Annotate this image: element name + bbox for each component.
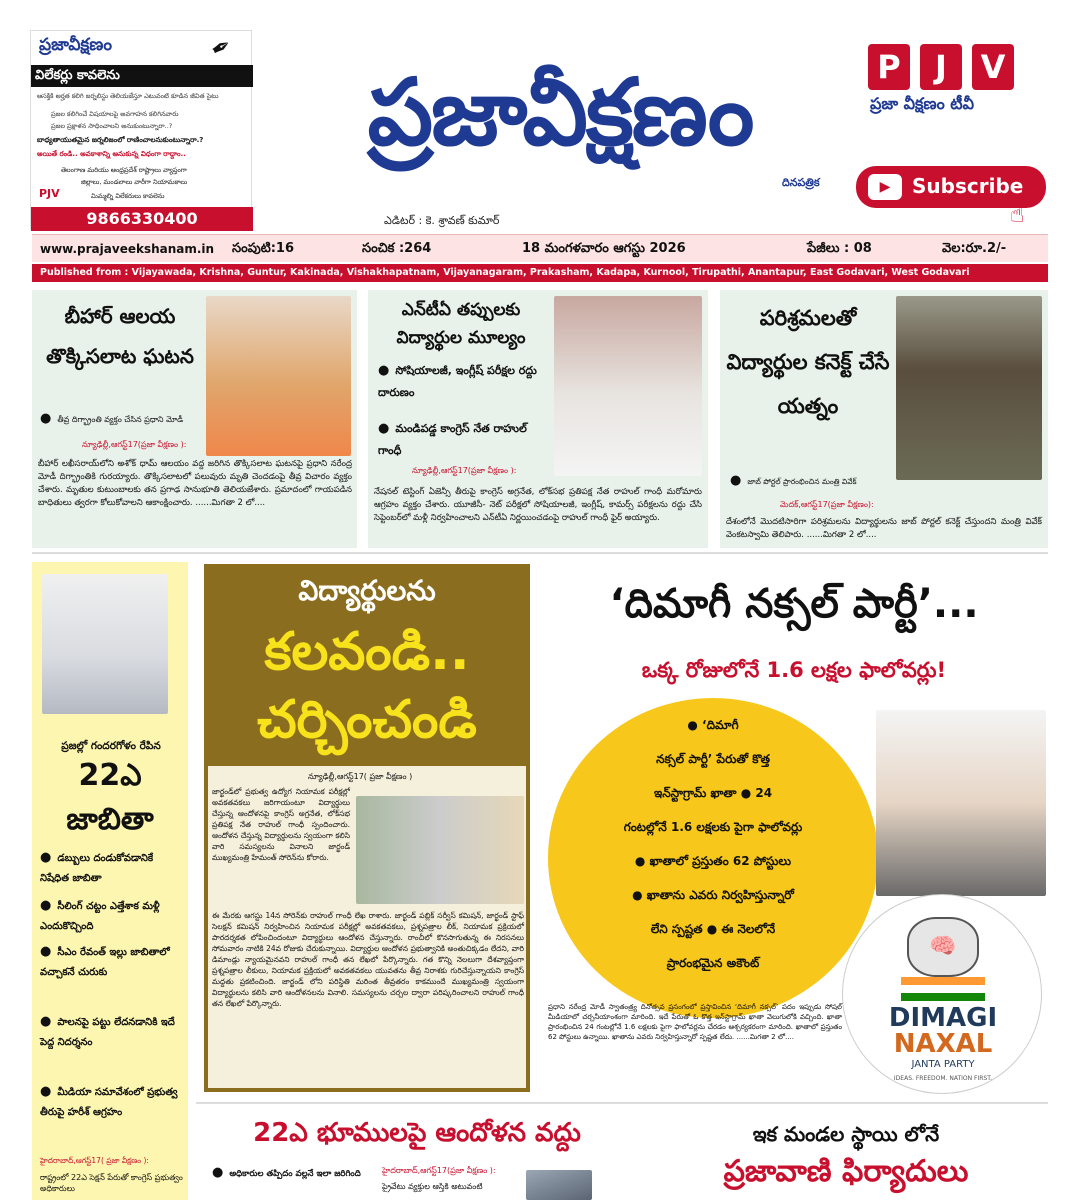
official-photo [526, 1170, 592, 1200]
harish-photo [42, 574, 168, 714]
body-top: జార్ఖండ్‌లో ప్రభుత్వ ఉద్యోగ నియామక పరీక్షల్లో అవకతవకలు జరిగాయంటూ విద్యార్థులు చేస్తున్న ఆందోళనపై కాంగ్రెస్ అగ్రనేత, లోక్‌సభ ప్రతిపక్ష నేత రాహుల్ గాంధీ స్పందించారు. ఆందోళన చేస్తున్న విద్యార్థులను స్వయంగా కలిసి వారి సమస్యలను వినాలని జార్ఖండ్ ముఖ్యమంత్రి హేమంత్ సోరెన్‌ను కోరారు. [212, 787, 350, 862]
circle-line: ● ఖాతాను ఎవరు నిర్వహిస్తున్నారో [632, 888, 794, 902]
logo-line1: DIMAGI [888, 1003, 998, 1033]
volume: సంపుటి:16 [232, 241, 295, 256]
ad-line: ఆసక్తికి అర్హత కలిగి జర్నలిస్టు తెలియజేస్తూ ఎటువంటి కూడిన జీవిత సైటు [37, 92, 219, 100]
story-22a-list [32, 562, 188, 1200]
bullet: ● తీవ్ర దిగ్భ్రాంతి వ్యక్తం చేసిన ప్రధాని మోడీ [40, 414, 205, 425]
issue: సంచిక :264 [362, 241, 432, 256]
ad-line: జిల్లాలు, మండలాలు వారీగా నియామకాలు [81, 178, 188, 186]
pjv-letter: V [972, 44, 1014, 90]
subscribe-label: Subscribe [912, 174, 1024, 198]
ad-line: మిమ్మల్ని విలేకరులు కావలెను [91, 192, 165, 200]
circle-line: ఇన్‌స్టాగ్రామ్ ఖాతా ● 24 [653, 786, 773, 800]
story-bihar [32, 290, 357, 548]
bullet: ● సీలింగ్ చట్టం ఎత్తేశాక మళ్లీ ఎందుకొచ్చింది [40, 896, 180, 937]
website-link[interactable]: www.prajaveekshanam.in [40, 242, 215, 256]
headline-line1: విద్యార్థులను [298, 574, 436, 607]
masthead-title: ప్రజావీక్షణం [367, 59, 753, 166]
section-divider [196, 1102, 1048, 1104]
dateline: హైదరాబాద్,ఆగస్ట్17(ప్రజా వీక్షణం ): [382, 1166, 496, 1175]
story-22a-lands [196, 1108, 638, 1200]
bullet: ● పాలనపై పట్టు లేదనడానికి ఇదే పెద్ద నిదర్శనం [40, 1012, 180, 1053]
body: ప్రైవేటు వ్యక్తుల ఆస్తికి అటువంటి [382, 1182, 483, 1191]
published-from: Published from : Vijayawada, Krishna, Guntur, Kakinada, Vishakhapatnam, Vijayanagaram, Prakasham, Kadapa, Kurnool, Tirupathi, Anantapur, East Godavari, West Godavari [32, 264, 1048, 282]
dateline: న్యూఢిల్లీ,ఆగస్ట్17( ప్రజా వీక్షణం ) [308, 772, 413, 781]
dateline: న్యూఢిల్లీ,ఆగస్ట్17(ప్రజా వీక్షణం ): [82, 440, 187, 449]
tricolor-bandana [901, 977, 985, 1001]
logo-tagline: IDEAS. FREEDOM. NATION FIRST. [893, 1075, 993, 1082]
logo-line2: NAXAL [893, 1029, 993, 1059]
story-dimagi-naxal [540, 562, 1048, 1092]
bullet: ● డబ్బులు దండుకోవడానికే నిషేధిత జాబితా [40, 848, 180, 889]
headline-line2: కలవండి.. [264, 622, 470, 682]
page-count: పేజీలు : 08 [807, 241, 872, 256]
ad-logo: PJV [39, 187, 60, 200]
section-divider [32, 552, 1048, 554]
youtube-icon: ▶ [868, 174, 902, 200]
ad-line: ప్రజల ప్రక్షాళన సాధించాలని అనుకుంటున్నారా..? [51, 122, 173, 130]
body: ప్రధాని నరేంద్ర మోడీ స్వాతంత్ర్య దినోత్సవ ప్రసంగంలో ప్రస్తావించిన ‘దిమాగీ నక్సల్’ పదం ఇప్పుడు సోషల్ మీడియాలో చర్చనీయాంశంగా మారింది. ఇదే పేరుతో ఓ కొత్త ఇన్‌స్టాగ్రామ్ ఖాతా వెలుగులోకి వచ్చింది. ఖాతా ప్రారంభించిన 24 గంటల్లోనే 1.6 లక్షలకు పైగా ఫాలోవర్లను చేరడం ఆశ్చర్యకరంగా మారింది. ఖాతాలో ప్రస్తుతం 62 పోస్టులు ఉన్నాయి. ఖాతాను ఎవరు నిర్వహిస్తున్నారో స్పష్టత లేదు. ......మిగతా 2 లో.... [548, 1003, 842, 1041]
headline-line2: జాబితా [66, 802, 154, 837]
headline-line1: 22ఎ [78, 758, 142, 793]
masthead-subtitle: దినపత్రిక [782, 176, 820, 189]
bullet: ● మండిపడ్డ కాంగ్రెస్ నేత రాహుల్ గాంధీ [378, 418, 548, 462]
ad-title: విలేకర్లు కావలెను [31, 65, 253, 87]
info-bar [32, 234, 1048, 262]
headline: పరిశ్రమలతో విద్యార్థుల కనెక్ట్ చేసే యత్నం [726, 306, 890, 418]
bullet: ● సీఎం రేవంత్ ఇల్లు జాబితాలో వచ్చాకనే చురుకు [40, 942, 180, 983]
modi-photo [876, 710, 1046, 896]
pointer-hand-icon: ☝ [1010, 200, 1025, 228]
recruitment-ad [30, 30, 252, 230]
dateline: హైదరాబాద్,ఆగస్ట్17( ప్రజా వీక్షణం ): [40, 1156, 149, 1165]
price: వెల:రూ.2/- [942, 241, 1007, 256]
pjv-letter: P [868, 44, 910, 90]
ad-brand: ప్రజావీక్షణం [39, 35, 112, 55]
circle-line: ● ఖాతాలో ప్రస్తుతం 62 పోస్టులు [634, 854, 792, 868]
kicker: ప్రజల్లో గందరగోళం రేపిన [61, 740, 161, 752]
pen-icon: ✒ [205, 30, 237, 65]
circle-line: గంటల్లోనే 1.6 లక్షలకు పైగా ఫాలోవర్లు [623, 820, 803, 834]
ad-phone: 9866330400 [31, 207, 253, 231]
pjv-name: ప్రజా వీక్షణం టీవీ [870, 94, 975, 113]
issue-date: 18 మంగళవారం ఆగస్టు 2026 [522, 241, 686, 256]
ad-line: బాధ్యతాయుతమైన జర్నలిజంలో రాణించాలనుకుంటున్నారా.? [37, 136, 204, 144]
dateline: మెదక్,ఆగస్ట్17(ప్రజా వీక్షణం): [780, 500, 874, 509]
masthead-editor: ఎడిటర్ : కె. శ్రావణ్ కుమార్ [384, 214, 500, 227]
circle-line: ప్రారంభమైన అకౌంట్ [666, 956, 760, 970]
circle-line: లేని స్పష్టత ● ఈ నెలలోనే [650, 922, 776, 936]
ad-line: ప్రజల కలిగించే విషయాలపై అవగాహన కలిగినవారు [51, 110, 179, 118]
headline: ఎన్‌టీఏ తప్పులకు విద్యార్థుల మూల్యం [396, 300, 526, 348]
story-nta [368, 290, 708, 548]
headline-line1: ఇక మండల స్థాయి లోనే [752, 1122, 940, 1146]
headline: 22ఎ భూములపై ఆందోళన వద్దు [253, 1118, 581, 1148]
story-job-portal [720, 290, 1048, 548]
ad-line: తెలంగాణ మరియు ఆంధ్రప్రదేశ్ రాష్ట్రాలు వ్యాప్తంగా [61, 166, 187, 174]
headline: బీహార్ ఆలయ తొక్కిసలాట ఘటన [46, 304, 194, 368]
headline-line3: చర్చించండి [257, 690, 477, 750]
dateline: న్యూఢిల్లీ,ఆగస్ట్17(ప్రజా వీక్షణం ): [412, 466, 517, 475]
body: రాష్ట్రంలో 22ఎ సెక్షన్ పేరుతో కాంగ్రెస్ ప్రభుత్వం అధికారులు [40, 1173, 183, 1193]
ad-line: అయితే రండి.. అవకాశాన్ని అనుకున్న విధంగా రాద్దాం.. [37, 150, 186, 158]
bullet: ● అధికారుల తప్పిదం వల్లనే ఇలా జరిగింది [212, 1166, 362, 1181]
bullet: ● మీడియా సమావేశంలో ప్రభుత్వ తీరుపై హరీశ్ ఆగ్రహం [40, 1082, 180, 1123]
body-bottom: ఈ మేరకు ఆగస్టు 14న సోరెన్‌కు రాహుల్ గాంధీ లేఖ రాశారు. జార్ఖండ్ పబ్లిక్ సర్వీస్ కమిషన్, జార్ఖండ్ స్టాఫ్ సెలక్షన్ కమిషన్ నిర్వహించిన నియామక పరీక్షల్లో అవకతవకలు, ప్రశ్నపత్రాల లీక్, నియామక ప్రక్రియలో పారదర్శకత లోపించిందంటూ విద్యార్థులు ఆందోళన చేస్తున్నారు. రాంచీలో కొనసాగుతున్న ఈ నిరసనలు సోమవారం నాటికి 24వ రోజుకు చేరుకున్నాయి. విద్యార్థుల ఆందోళన ప్రభుత్వానికి అంతుచిక్కడం లేదని, వారి డిమాండ్లు న్యాయమైనవని రాహుల్ గాంధీ తన లేఖలో పేర్కొన్నారు. గత కొన్ని నెలలుగా దేశవ్యాప్తంగా ప్రశ్నపత్రాల లీకులు, నియామక ప్రక్రియలో అవకతవకలు యువతను తీవ్ర నిరాశకు గురిచేస్తున్నాయని కాంగ్రెస్ మద్దతు ప్రకటించింది. జార్ఖండ్ లోని పరిస్థితి మరింత తీవ్రతరం కాకముందే ముఖ్యమంత్రి స్వయంగా విద్యార్థులను కలిసి వారి ఆందోళనలను వినాలి. సమస్యలను చర్చల ద్వారా పరిష్కరించాలని రాహుల్ గాంధీ తన లేఖలో పేర్కొన్నారు. [212, 911, 524, 1008]
story-students [204, 564, 530, 1092]
body: బీహార్ లఖీసరాయ్‌లోని అశోక్ ధామ్ ఆలయం వద్ద జరిగిన తొక్కిసలాట ఘటనపై ప్రధాని నరేంద్ర మోడీ దిగ్భ్రాంతికి గురయ్యారు. తొక్కిసలాటలో పలువురు మృతి చెందడంపై తీవ్ర విచారం వ్యక్తం చేశారు. మృతుల కుటుంబాలకు తన ప్రగాఢ సానుభూతి తెలియజేశారు. ప్రమాదంలో గాయపడిన బాధితులు త్వరగా కోలుకోవాలని ఆకాంక్షించారు. ......మిగతా 2 లో.... [38, 459, 352, 508]
rahul-soren-photo [356, 796, 524, 904]
modi-photo [206, 296, 351, 456]
body: నేషనల్ టెస్టింగ్ ఏజెన్సీ తీరుపై కాంగ్రెస్ అగ్రనేత, లోక్‌సభ ప్రతిపక్ష నేత రాహుల్ గాంధీ మరోమారు ఆగ్రహం వ్యక్తం చేశారు. యూజీసీ- నెట్ పరీక్షలో సోషియాలజీ, ఇంగ్లీష్, కామర్స్ పరీక్షలను రద్దు చేసి సెప్టెంబర్‌లో మళ్లీ నిర్వహించాలని ఎన్‌టీఏ నిర్ణయించడంపై రాహుల్ గాంధీ ఫైర్ అయ్యారు. [374, 487, 702, 523]
headline: ‘దిమాగీ నక్సల్ పార్టీ’... [609, 581, 979, 627]
subhead: ఒక్క రోజులోనే 1.6 లక్షల ఫాలోవర్లు! [641, 658, 947, 682]
rahul-photo [554, 296, 702, 476]
dimagi-naxal-logo [842, 894, 1042, 1094]
logo-line3: JANTA PARTY [911, 1059, 975, 1070]
body: దేశంలోనే మొదటిసారిగా పరిశ్రమలను విద్యార్థులను జాబ్ పోర్టల్ కనెక్ట్ చేస్తుందని మంత్రి వివేక్ వెంకటస్వామి తెలిపారు. ......మిగతా 2 లో.... [726, 517, 1042, 540]
brain-glasses-icon: 🧠 [907, 917, 979, 977]
story-prajavani [644, 1108, 1048, 1200]
bullet: ● సోషియాలజీ, ఇంగ్లీష్ పరీక్షల రద్దు దారుణం [378, 360, 548, 404]
vivek-photo [896, 296, 1042, 480]
circle-line: ● ‘దిమాగీ [687, 718, 739, 732]
circle-line: నక్సల్ పార్టీ’ పేరుతో కొత్త [656, 752, 770, 766]
bullet: ● జాబ్ పోర్టల్ ప్రారంభించిన మంత్రి వివేక్ [730, 476, 900, 487]
headline-line2: ప్రజావాణి ఫిర్యాదులు [723, 1154, 969, 1189]
pjv-tv-ad [850, 32, 1050, 232]
pjv-letter: J [920, 44, 962, 90]
